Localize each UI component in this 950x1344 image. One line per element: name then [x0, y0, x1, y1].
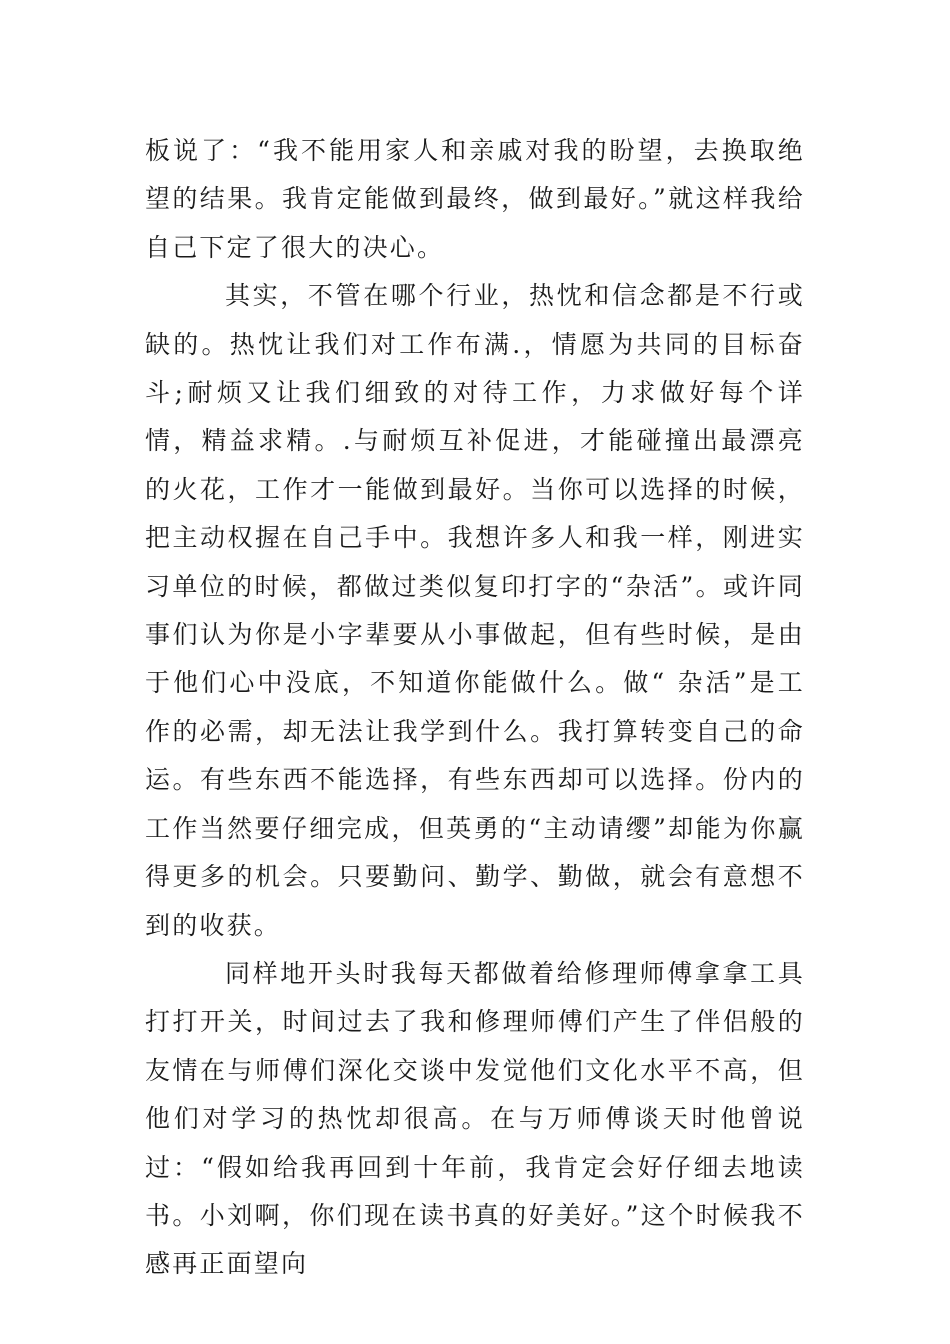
- paragraph-2: 其实，不管在哪个行业，热忱和信念都是不行或缺的。热忱让我们对工作布满.，情愿为共同的目标奋斗;耐烦又让我们细致的对待工作，力求做好每个详情，精益求精。.与耐烦互补促进，才能碰撞出最漂亮的火花，工作才一能做到最好。当你可以选择的时候，把主动权握在自己手中。我想许多人和我一样，刚进实习单位的时候，都做过类似复印打字的“杂活”。或许同事们认为你是小字辈要从小事做起，但有些时候，是由于他们心中没底，不知道你能做什么。做“ 杂活”是工作的必需，却无法让我学到什么。我打算转变自己的命运。有些东西不能选择，有些东西却可以选择。份内的工作当然要仔细完成，但英勇的“主动请缨”却能为你赢得更多的机会。只要勤问、勤学、勤做，就会有意想不到的收获。: [145, 281, 805, 940]
- paragraph-3: 同样地开头时我每天都做着给修理师傅拿拿工具打打开关，时间过去了我和修理师傅们产生了伴侣般的友情在与师傅们深化交谈中发觉他们文化水平不高，但他们对学习的热忱却很高。在与万师傅谈天时他曾说过：“假如给我再回到十年前，我肯定会好仔细去地读书。小刘啊，你们现在读书真的好美好。”这个时候我不感再正面望向: [145, 958, 805, 1279]
- document-body: [145, 127, 805, 1289]
- paragraph-1: 板说了：“我不能用家人和亲戚对我的盼望，去换取绝望的结果。我肯定能做到最终，做到最好。”就这样我给自己下定了很大的决心。: [145, 136, 805, 262]
